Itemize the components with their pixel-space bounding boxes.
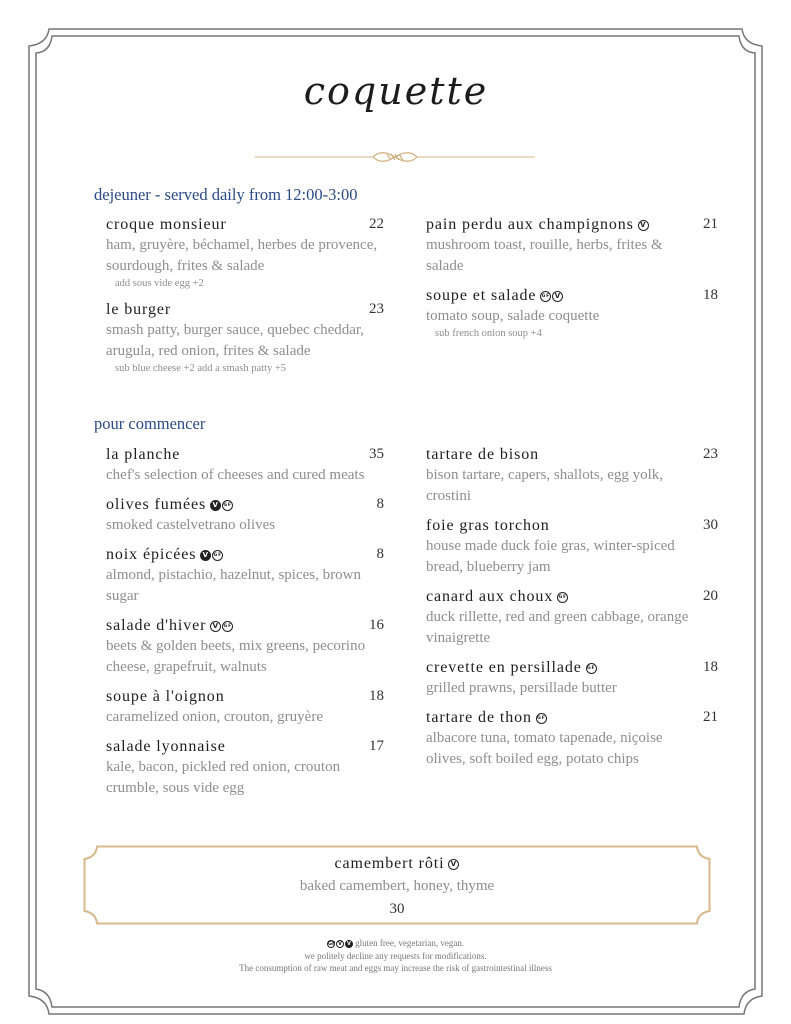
item-description: albacore tuna, tomato tapenade, niçoise olives, soft boiled egg, potato chips xyxy=(426,730,663,767)
item-name: salade d'hiver V GF xyxy=(106,617,233,634)
item-description: tomato soup, salade coquette xyxy=(426,308,600,324)
item-price: 8 xyxy=(376,496,384,512)
item-price: 20 xyxy=(703,588,718,604)
menu-item xyxy=(106,544,388,607)
featured-item-name: camembert rôti V xyxy=(83,853,711,875)
diet-icons xyxy=(540,291,563,302)
item-name: soupe à l'oignon xyxy=(106,688,225,705)
item-price: 18 xyxy=(703,659,718,675)
menu-item xyxy=(106,736,388,799)
diet-icons xyxy=(557,592,568,603)
menu-item xyxy=(426,444,718,507)
item-name: la planche xyxy=(106,446,181,463)
item-description: ham, gruyère, béchamel, herbes de provence, sourdough, frites & salade xyxy=(106,237,378,274)
dejeuner-left-column xyxy=(106,214,388,384)
featured-item xyxy=(83,853,711,921)
item-name: foie gras torchon xyxy=(426,517,550,534)
item-name: croque monsieur xyxy=(106,216,227,233)
menu-item xyxy=(426,515,718,578)
item-name: pain perdu aux champignons V xyxy=(426,214,708,235)
svg-text:coquette: coquette xyxy=(303,70,488,113)
item-name: tartare de bison xyxy=(426,446,540,463)
item-description: smash patty, burger sauce, quebec cheddar, arugula, red onion, frites & salade xyxy=(106,322,365,359)
item-description: bison tartare, capers, shallots, egg yolk, crostini xyxy=(426,467,664,504)
item-description: smoked castelvetrano olives xyxy=(106,517,276,533)
gluten-free-icon: GF xyxy=(586,663,597,674)
health-warning: The consumption of raw meat and eggs may increase the risk of gastrointestinal illness xyxy=(239,963,552,973)
dietary-legend xyxy=(0,937,791,950)
menu-item xyxy=(106,615,388,678)
vegetarian-icon: V xyxy=(448,859,459,870)
item-price: 16 xyxy=(369,617,384,633)
item-price: 23 xyxy=(369,301,384,317)
diet-icons xyxy=(638,220,649,231)
item-name: noix épicées V GF xyxy=(106,546,223,563)
menu-item xyxy=(426,657,718,699)
vegetarian-icon: V xyxy=(638,220,649,231)
gluten-free-icon: GF xyxy=(540,291,551,302)
item-price: 17 xyxy=(369,738,384,754)
menu-item xyxy=(426,707,718,770)
item-name: salade lyonnaise xyxy=(106,738,226,755)
item-price: 21 xyxy=(703,709,718,725)
section-title-dejeuner: dejeuner - served daily from 12:00-3:00 xyxy=(94,185,358,204)
item-description: chef's selection of cheeses and cured meats xyxy=(106,467,365,483)
diet-icons xyxy=(210,500,233,511)
item-name: crevette en persillade GF xyxy=(426,659,596,676)
item-note: sub blue cheese +2 add a smash patty +5 xyxy=(115,363,287,374)
legend-text: gluten free, vegetarian, vegan. xyxy=(355,938,465,948)
dejeuner-right-column xyxy=(426,214,718,349)
featured-item-box xyxy=(83,845,711,925)
restaurant-logo xyxy=(0,70,791,120)
diet-icons xyxy=(536,713,547,724)
item-price: 35 xyxy=(369,446,384,462)
menu-item xyxy=(106,214,388,291)
menu-item xyxy=(106,686,388,728)
item-name: canard aux choux GF xyxy=(426,588,568,605)
item-price: 21 xyxy=(703,216,718,232)
vegetarian-icon: V xyxy=(336,940,344,948)
menu-item xyxy=(106,444,388,486)
footer-notes xyxy=(0,937,791,975)
item-name: tartare de thon GF xyxy=(426,709,546,726)
item-name: soupe et salade GF V xyxy=(426,285,708,306)
diet-icons xyxy=(210,621,233,632)
menu-item xyxy=(106,299,388,376)
item-price: 23 xyxy=(703,446,718,462)
item-price: 30 xyxy=(703,517,718,533)
item-description: mushroom toast, rouille, herbs, frites & salade xyxy=(426,237,663,274)
vegetarian-icon: V xyxy=(210,621,221,632)
logo-script xyxy=(296,70,496,120)
menu-item xyxy=(426,586,718,649)
item-name: olives fumées V GF xyxy=(106,496,232,513)
item-description: almond, pistachio, hazelnut, spices, brown sugar xyxy=(106,567,361,604)
gluten-free-icon: GF xyxy=(327,940,336,947)
item-description: kale, bacon, pickled red onion, crouton crumble, sous vide egg xyxy=(106,759,341,796)
modification-policy: we politely decline any requests for modifications. xyxy=(304,950,487,961)
legend-icons xyxy=(327,940,353,948)
gluten-free-icon: GF xyxy=(212,550,223,561)
item-description: grilled prawns, persillade butter xyxy=(426,680,617,696)
item-price: 8 xyxy=(376,546,384,562)
starters-right-column xyxy=(426,444,718,778)
menu-item xyxy=(426,214,718,277)
vegan-icon: V xyxy=(210,500,221,511)
item-description: house made duck foie gras, winter-spiced bread, blueberry jam xyxy=(426,538,675,575)
item-description: beets & golden beets, mix greens, pecorino cheese, grapefruit, walnuts xyxy=(106,638,366,675)
vegetarian-icon: V xyxy=(552,291,563,302)
menu-item xyxy=(106,494,388,536)
gluten-free-icon: GF xyxy=(557,592,568,603)
item-price: 18 xyxy=(369,688,384,704)
gluten-free-icon: GF xyxy=(536,713,547,724)
item-note: add sous vide egg +2 xyxy=(115,278,204,289)
featured-item-description: baked camembert, honey, thyme xyxy=(299,878,495,894)
gluten-free-icon: GF xyxy=(222,621,233,632)
menu-item xyxy=(426,285,718,341)
starters-left-column xyxy=(106,444,388,807)
section-title-pour-commencer: pour commencer xyxy=(94,414,206,433)
featured-item-price: 30 xyxy=(389,901,405,917)
item-note: sub french onion soup +4 xyxy=(435,328,542,339)
diet-icons xyxy=(448,859,459,870)
divider-ornament xyxy=(255,150,535,164)
diet-icons xyxy=(586,663,597,674)
vegan-icon: V xyxy=(345,940,353,948)
diet-icons xyxy=(200,550,223,561)
item-name: le burger xyxy=(106,301,172,318)
item-price: 18 xyxy=(703,287,718,303)
gluten-free-icon: GF xyxy=(222,500,233,511)
item-description: duck rillette, red and green cabbage, orange vinaigrette xyxy=(426,609,689,646)
vegan-icon: V xyxy=(200,550,211,561)
item-price: 22 xyxy=(369,216,384,232)
item-description: caramelized onion, crouton, gruyère xyxy=(106,709,323,725)
